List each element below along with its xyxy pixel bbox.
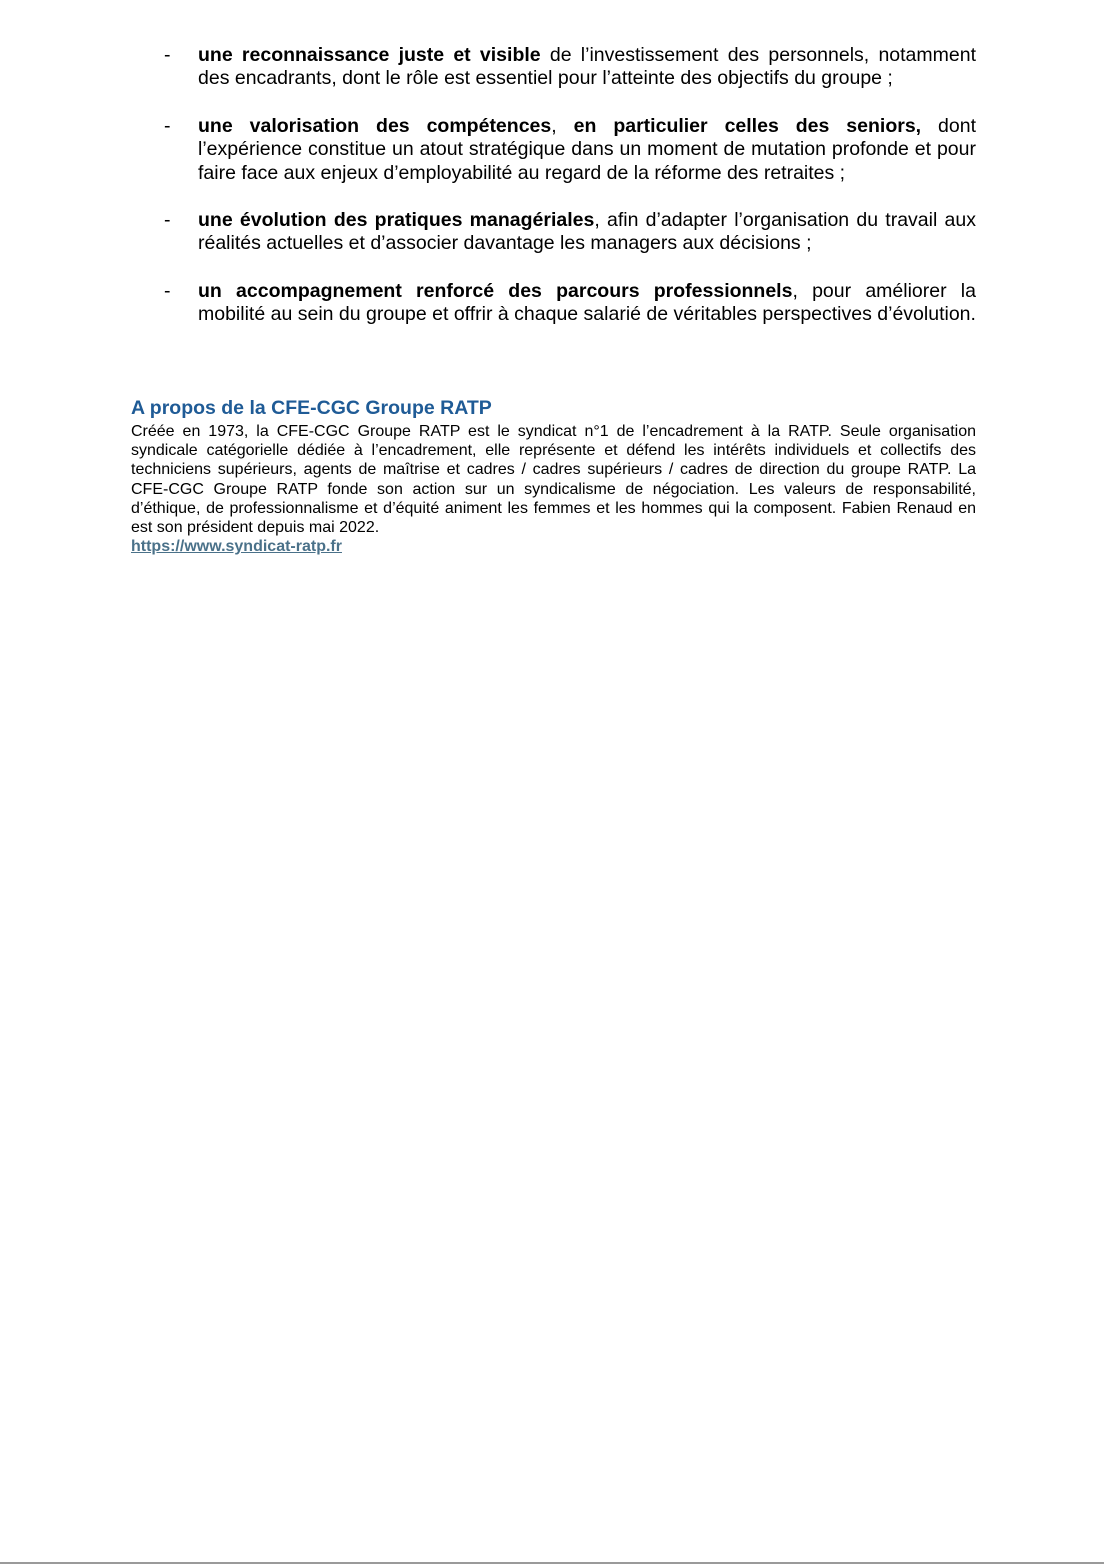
page-bottom-divider	[0, 1562, 1104, 1564]
bullet-item	[160, 44, 976, 91]
bullet-text: dont l’expérience constitue un atout stratégique dans un moment de mutation profonde et pour faire face aux enjeux d’employabilité au regard de la réforme des retraites ;	[198, 114, 977, 184]
bullet-item	[160, 115, 976, 185]
bullet-dash: -	[164, 44, 171, 66]
bullet-text: , afin d’adapter l’organisation du travail aux réalités actuelles et d’associer davantage les managers aux décisions ;	[198, 209, 976, 255]
bullet-text: ,	[551, 114, 574, 137]
bullet-dash: -	[164, 279, 171, 302]
bullet-dash: -	[164, 209, 171, 232]
bullet-bold-text: une évolution des pratiques managériales	[198, 209, 595, 232]
about-title: A propos de la CFE-CGC Groupe RATP	[131, 397, 492, 419]
bullet-text: , pour améliorer la mobilité au sein du groupe et offrir à chaque salarié de véritables perspectives d’évolution.	[198, 279, 976, 326]
about-section	[131, 396, 976, 556]
bullet-text: de l’investissement des personnels, notamment des encadrants, dont le rôle est essentiel pour l’atteinte des objectifs du groupe ;	[198, 44, 976, 90]
bullet-bold-text: une reconnaissance juste et visible	[198, 44, 541, 66]
bullet-dash: -	[164, 114, 171, 137]
bullet-bold-text: un accompagnement renforcé des parcours professionnels	[198, 279, 793, 302]
bullet-list	[160, 44, 976, 351]
website-link[interactable]: https://www.syndicat-ratp.fr	[131, 538, 342, 556]
bullet-bold-text: une valorisation des compétences	[198, 114, 552, 137]
bullet-bold-text: en particulier celles des seniors,	[573, 114, 922, 137]
bullet-item	[160, 280, 976, 327]
bullet-item	[160, 209, 976, 256]
about-body: Créée en 1973, la CFE-CGC Groupe RATP est le syndicat n°1 de l’encadrement à la RATP. Seule organisation syndicale catégorielle dédiée à l’encadrement, elle représente et défend les intérêts individuels et collectifs des techniciens supérieurs, agents de maîtrise et cadres / cadres supérieurs / cadres de direction du groupe RATP. La CFE-CGC Groupe RATP fonde son action sur un syndicalisme de négociation. Les valeurs de responsabilité, d’éthique, de professionnalisme et d’équité animent les femmes et les hommes qui la composent. Fabien Renaud en est son président depuis mai 2022.	[131, 423, 976, 537]
